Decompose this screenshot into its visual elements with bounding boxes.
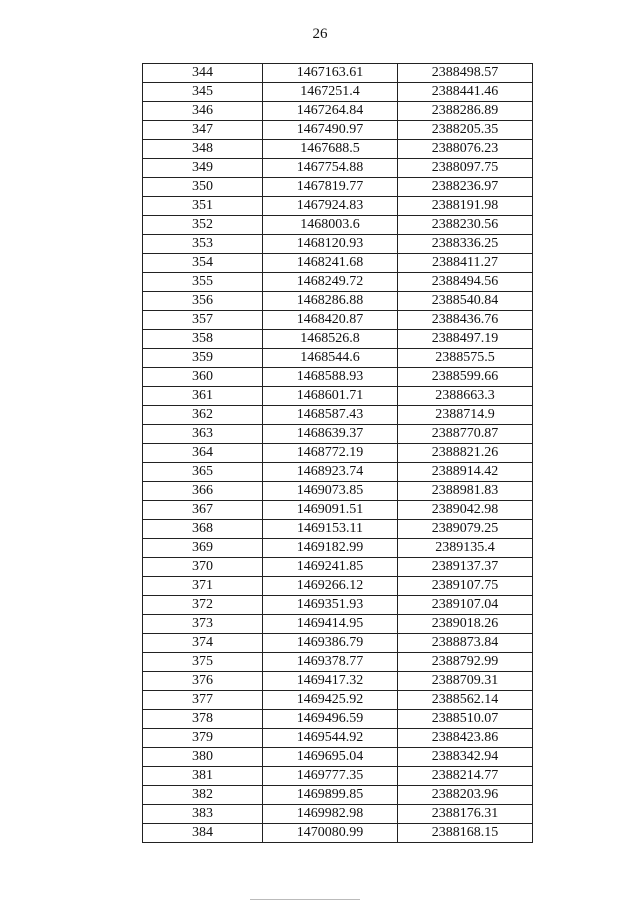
table-row [143,102,533,121]
point-number-cell: 377 [143,691,263,710]
coordinates-table [142,63,533,843]
y-coordinate-cell: 2388214.77 [398,767,533,786]
table-row [143,387,533,406]
table-row [143,463,533,482]
x-coordinate-cell: 1470080.99 [263,824,398,843]
y-coordinate-cell: 2388286.89 [398,102,533,121]
table-row [143,729,533,748]
y-coordinate-cell: 2388191.98 [398,197,533,216]
table-row [143,824,533,843]
x-coordinate-cell: 1468923.74 [263,463,398,482]
x-coordinate-cell: 1467251.4 [263,83,398,102]
y-coordinate-cell: 2388342.94 [398,748,533,767]
x-coordinate-cell: 1468249.72 [263,273,398,292]
table-row [143,501,533,520]
x-coordinate-cell: 1469091.51 [263,501,398,520]
point-number-cell: 379 [143,729,263,748]
table-row [143,425,533,444]
table-row [143,710,533,729]
y-coordinate-cell: 2388497.19 [398,330,533,349]
x-coordinate-cell: 1469425.92 [263,691,398,710]
y-coordinate-cell: 2388205.35 [398,121,533,140]
coordinates-table-body [143,64,533,843]
x-coordinate-cell: 1469899.85 [263,786,398,805]
y-coordinate-cell: 2388168.15 [398,824,533,843]
x-coordinate-cell: 1467754.88 [263,159,398,178]
point-number-cell: 378 [143,710,263,729]
x-coordinate-cell: 1469182.99 [263,539,398,558]
point-number-cell: 370 [143,558,263,577]
page-number: 26 [312,26,328,42]
point-number-cell: 369 [143,539,263,558]
y-coordinate-cell: 2389135.4 [398,539,533,558]
point-number-cell: 360 [143,368,263,387]
table-row [143,520,533,539]
y-coordinate-cell: 2388709.31 [398,672,533,691]
table-row [143,444,533,463]
x-coordinate-cell: 1468120.93 [263,235,398,254]
x-coordinate-cell: 1468526.8 [263,330,398,349]
y-coordinate-cell: 2388176.31 [398,805,533,824]
x-coordinate-cell: 1467264.84 [263,102,398,121]
x-coordinate-cell: 1468601.71 [263,387,398,406]
point-number-cell: 361 [143,387,263,406]
x-coordinate-cell: 1467490.97 [263,121,398,140]
y-coordinate-cell: 2389018.26 [398,615,533,634]
point-number-cell: 346 [143,102,263,121]
y-coordinate-cell: 2388770.87 [398,425,533,444]
x-coordinate-cell: 1469153.11 [263,520,398,539]
point-number-cell: 357 [143,311,263,330]
y-coordinate-cell: 2388540.84 [398,292,533,311]
point-number-cell: 366 [143,482,263,501]
y-coordinate-cell: 2389042.98 [398,501,533,520]
table-row [143,786,533,805]
point-number-cell: 348 [143,140,263,159]
x-coordinate-cell: 1469695.04 [263,748,398,767]
y-coordinate-cell: 2388230.56 [398,216,533,235]
point-number-cell: 349 [143,159,263,178]
point-number-cell: 347 [143,121,263,140]
point-number-cell: 350 [143,178,263,197]
y-coordinate-cell: 2388494.56 [398,273,533,292]
point-number-cell: 383 [143,805,263,824]
x-coordinate-cell: 1469073.85 [263,482,398,501]
table-row [143,311,533,330]
x-coordinate-cell: 1469414.95 [263,615,398,634]
y-coordinate-cell: 2388714.9 [398,406,533,425]
table-row [143,178,533,197]
point-number-cell: 380 [143,748,263,767]
point-number-cell: 356 [143,292,263,311]
table-row [143,691,533,710]
y-coordinate-cell: 2388510.07 [398,710,533,729]
x-coordinate-cell: 1469496.59 [263,710,398,729]
y-coordinate-cell: 2388498.57 [398,64,533,83]
point-number-cell: 372 [143,596,263,615]
point-number-cell: 355 [143,273,263,292]
table-row [143,615,533,634]
table-row [143,653,533,672]
x-coordinate-cell: 1467688.5 [263,140,398,159]
point-number-cell: 375 [143,653,263,672]
point-number-cell: 374 [143,634,263,653]
point-number-cell: 362 [143,406,263,425]
point-number-cell: 353 [143,235,263,254]
y-coordinate-cell: 2388436.76 [398,311,533,330]
point-number-cell: 368 [143,520,263,539]
y-coordinate-cell: 2388336.25 [398,235,533,254]
x-coordinate-cell: 1468003.6 [263,216,398,235]
x-coordinate-cell: 1468420.87 [263,311,398,330]
y-coordinate-cell: 2388914.42 [398,463,533,482]
table-row [143,368,533,387]
x-coordinate-cell: 1469544.92 [263,729,398,748]
x-coordinate-cell: 1469378.77 [263,653,398,672]
table-row [143,406,533,425]
point-number-cell: 351 [143,197,263,216]
y-coordinate-cell: 2388441.46 [398,83,533,102]
y-coordinate-cell: 2388821.26 [398,444,533,463]
x-coordinate-cell: 1467924.83 [263,197,398,216]
table-row [143,330,533,349]
table-row [143,254,533,273]
table-row [143,349,533,368]
point-number-cell: 384 [143,824,263,843]
table-row [143,672,533,691]
y-coordinate-cell: 2388792.99 [398,653,533,672]
table-row [143,577,533,596]
y-coordinate-cell: 2388873.84 [398,634,533,653]
table-row [143,216,533,235]
table-row [143,482,533,501]
point-number-cell: 367 [143,501,263,520]
x-coordinate-cell: 1468772.19 [263,444,398,463]
y-coordinate-cell: 2388981.83 [398,482,533,501]
y-coordinate-cell: 2389107.75 [398,577,533,596]
y-coordinate-cell: 2389079.25 [398,520,533,539]
table-row [143,235,533,254]
y-coordinate-cell: 2388411.27 [398,254,533,273]
table-row [143,596,533,615]
y-coordinate-cell: 2388097.75 [398,159,533,178]
table-row [143,64,533,83]
x-coordinate-cell: 1469982.98 [263,805,398,824]
point-number-cell: 382 [143,786,263,805]
y-coordinate-cell: 2389107.04 [398,596,533,615]
x-coordinate-cell: 1469351.93 [263,596,398,615]
x-coordinate-cell: 1467819.77 [263,178,398,197]
x-coordinate-cell: 1468639.37 [263,425,398,444]
y-coordinate-cell: 2388599.66 [398,368,533,387]
point-number-cell: 358 [143,330,263,349]
table-row [143,292,533,311]
y-coordinate-cell: 2388203.96 [398,786,533,805]
y-coordinate-cell: 2388562.14 [398,691,533,710]
y-coordinate-cell: 2388236.97 [398,178,533,197]
point-number-cell: 365 [143,463,263,482]
table-row [143,539,533,558]
x-coordinate-cell: 1469241.85 [263,558,398,577]
point-number-cell: 364 [143,444,263,463]
point-number-cell: 363 [143,425,263,444]
y-coordinate-cell: 2389137.37 [398,558,533,577]
point-number-cell: 376 [143,672,263,691]
table-row [143,83,533,102]
y-coordinate-cell: 2388423.86 [398,729,533,748]
x-coordinate-cell: 1468241.68 [263,254,398,273]
x-coordinate-cell: 1469266.12 [263,577,398,596]
x-coordinate-cell: 1468588.93 [263,368,398,387]
x-coordinate-cell: 1469777.35 [263,767,398,786]
table-row [143,634,533,653]
x-coordinate-cell: 1467163.61 [263,64,398,83]
table-row [143,140,533,159]
table-row [143,558,533,577]
table-row [143,159,533,178]
x-coordinate-cell: 1468544.6 [263,349,398,368]
y-coordinate-cell: 2388575.5 [398,349,533,368]
point-number-cell: 344 [143,64,263,83]
point-number-cell: 359 [143,349,263,368]
table-row [143,197,533,216]
y-coordinate-cell: 2388663.3 [398,387,533,406]
table-row [143,273,533,292]
bottom-divider [250,899,360,900]
x-coordinate-cell: 1469417.32 [263,672,398,691]
point-number-cell: 373 [143,615,263,634]
table-row [143,121,533,140]
x-coordinate-cell: 1468587.43 [263,406,398,425]
point-number-cell: 371 [143,577,263,596]
table-row [143,767,533,786]
point-number-cell: 381 [143,767,263,786]
point-number-cell: 345 [143,83,263,102]
x-coordinate-cell: 1469386.79 [263,634,398,653]
x-coordinate-cell: 1468286.88 [263,292,398,311]
point-number-cell: 352 [143,216,263,235]
table-row [143,805,533,824]
y-coordinate-cell: 2388076.23 [398,140,533,159]
table-row [143,748,533,767]
point-number-cell: 354 [143,254,263,273]
